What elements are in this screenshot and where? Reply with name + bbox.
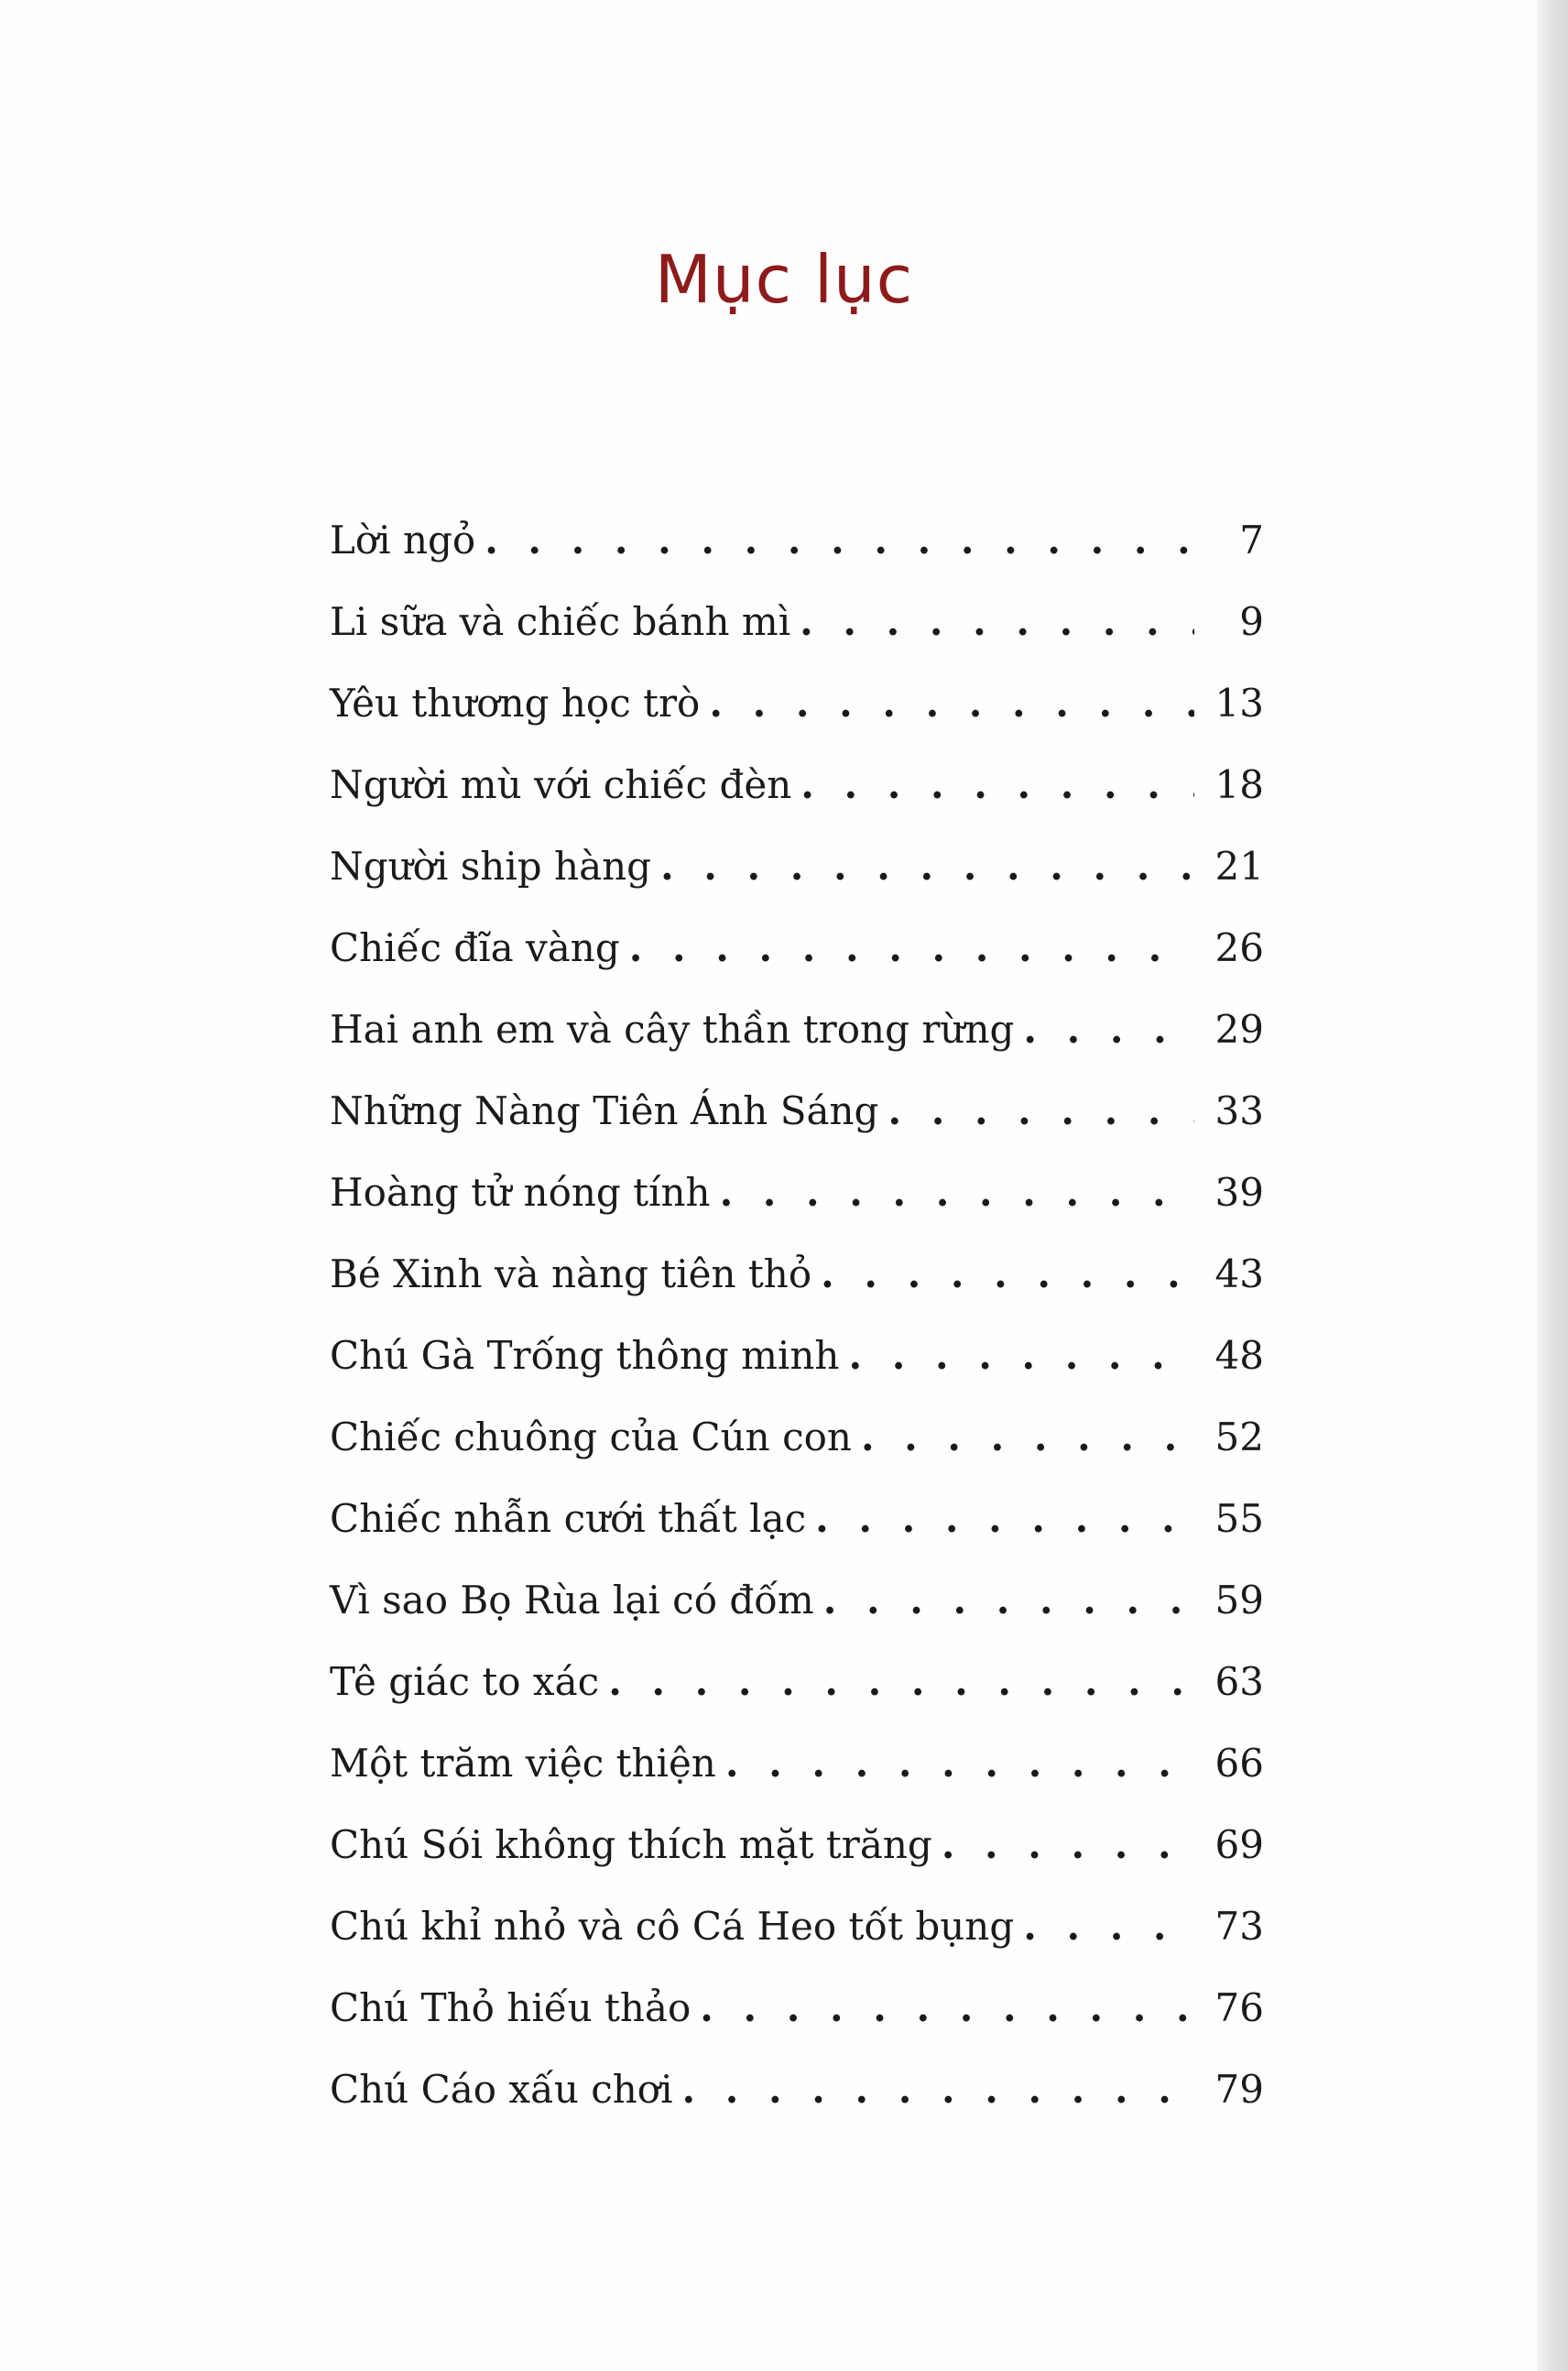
toc-entry-page: 48 bbox=[1214, 1333, 1264, 1378]
toc-entry-page: 21 bbox=[1214, 844, 1264, 889]
dot-leader bbox=[800, 581, 1194, 662]
toc-entry-title: Li sữa và chiếc bánh mì bbox=[330, 599, 791, 644]
toc-entry bbox=[330, 1885, 1264, 1967]
toc-entry-title: Bé Xinh và nàng tiên thỏ bbox=[330, 1251, 812, 1296]
toc-entry bbox=[330, 1152, 1264, 1233]
toc-entry bbox=[330, 1233, 1264, 1315]
dot-leader bbox=[942, 1804, 1194, 1885]
toc-entry bbox=[330, 581, 1264, 662]
toc-entry bbox=[330, 744, 1264, 825]
toc-entry bbox=[330, 1396, 1264, 1478]
toc-entry-page: 73 bbox=[1214, 1904, 1264, 1949]
toc-entry-title: Chú Gà Trống thông minh bbox=[330, 1333, 840, 1378]
dot-leader bbox=[720, 1152, 1194, 1233]
toc-entry-title: Người mù với chiếc đèn bbox=[330, 762, 792, 807]
toc-entry-page: 26 bbox=[1214, 925, 1264, 970]
toc-entry bbox=[330, 1641, 1264, 1722]
toc-entry bbox=[330, 907, 1264, 989]
dot-leader bbox=[815, 1478, 1194, 1559]
toc-entry-title: Chú khỉ nhỏ và cô Cá Heo tốt bụng bbox=[330, 1904, 1015, 1949]
toc-entry-page: 9 bbox=[1239, 599, 1264, 644]
toc-entry bbox=[330, 1967, 1264, 2049]
toc-entry-page: 29 bbox=[1214, 1007, 1264, 1052]
page-title: Mục lục bbox=[654, 241, 914, 318]
dot-leader bbox=[682, 2049, 1194, 2130]
toc-entry-title: Một trăm việc thiện bbox=[330, 1741, 716, 1786]
toc-entry-title: Chú Sói không thích mặt trăng bbox=[330, 1822, 932, 1867]
toc-entry bbox=[330, 499, 1264, 581]
dot-leader bbox=[887, 1070, 1194, 1152]
toc-entry-title: Tê giác to xác bbox=[330, 1659, 600, 1704]
toc-entry-page: 63 bbox=[1214, 1659, 1264, 1704]
dot-leader bbox=[821, 1233, 1194, 1315]
toc-entry bbox=[330, 825, 1264, 907]
toc-entry-page: 66 bbox=[1214, 1741, 1264, 1786]
toc-entry bbox=[330, 989, 1264, 1070]
toc-entry-title: Người ship hàng bbox=[330, 844, 652, 889]
toc-entry-page: 39 bbox=[1214, 1170, 1264, 1215]
dot-leader bbox=[700, 1967, 1194, 2049]
toc-entry-title: Chiếc nhẫn cưới thất lạc bbox=[330, 1496, 807, 1541]
toc-entry-page: 79 bbox=[1214, 2067, 1264, 2112]
toc-entry-page: 7 bbox=[1239, 518, 1264, 563]
toc-entry-title: Chú Thỏ hiếu thảo bbox=[330, 1985, 691, 2030]
toc-entry-title: Lời ngỏ bbox=[330, 518, 476, 563]
toc-entry-title: Yêu thương học trò bbox=[330, 681, 701, 726]
toc-entry-page: 59 bbox=[1214, 1578, 1264, 1623]
toc-entry bbox=[330, 2049, 1264, 2130]
toc-entry-page: 18 bbox=[1214, 762, 1264, 807]
table-of-contents bbox=[330, 499, 1264, 2130]
toc-entry-page: 55 bbox=[1214, 1496, 1264, 1541]
toc-entry-title: Chú Cáo xấu chơi bbox=[330, 2067, 673, 2112]
dot-leader bbox=[800, 744, 1194, 825]
toc-entry bbox=[330, 662, 1264, 744]
dot-leader bbox=[725, 1722, 1194, 1804]
dot-leader bbox=[709, 662, 1194, 744]
dot-leader bbox=[1023, 989, 1194, 1070]
toc-entry-title: Những Nàng Tiên Ánh Sáng bbox=[330, 1088, 879, 1133]
dot-leader bbox=[861, 1396, 1194, 1478]
toc-entry-title: Hoàng tử nóng tính bbox=[330, 1170, 711, 1215]
dot-leader bbox=[660, 825, 1194, 907]
dot-leader bbox=[608, 1641, 1194, 1722]
toc-entry-title: Vì sao Bọ Rùa lại có đốm bbox=[330, 1578, 814, 1623]
toc-entry-page: 69 bbox=[1214, 1822, 1264, 1867]
toc-entry-page: 13 bbox=[1214, 681, 1264, 726]
dot-leader bbox=[1023, 1885, 1194, 1967]
dot-leader bbox=[485, 499, 1194, 581]
dot-leader bbox=[823, 1559, 1194, 1641]
toc-entry bbox=[330, 1722, 1264, 1804]
toc-entry bbox=[330, 1559, 1264, 1641]
toc-entry bbox=[330, 1478, 1264, 1559]
dot-leader bbox=[848, 1315, 1194, 1396]
toc-entry-page: 33 bbox=[1214, 1088, 1264, 1133]
toc-entry-title: Chiếc chuông của Cún con bbox=[330, 1415, 852, 1459]
toc-entry-title: Chiếc đĩa vàng bbox=[330, 925, 620, 970]
dot-leader bbox=[629, 907, 1194, 989]
toc-entry bbox=[330, 1070, 1264, 1152]
toc-entry bbox=[330, 1804, 1264, 1885]
toc-entry bbox=[330, 1315, 1264, 1396]
toc-entry-page: 76 bbox=[1214, 1985, 1264, 2030]
toc-entry-page: 43 bbox=[1214, 1251, 1264, 1296]
page-edge-shadow bbox=[1537, 0, 1568, 2371]
toc-entry-page: 52 bbox=[1214, 1415, 1264, 1459]
toc-entry-title: Hai anh em và cây thần trong rừng bbox=[330, 1007, 1015, 1052]
